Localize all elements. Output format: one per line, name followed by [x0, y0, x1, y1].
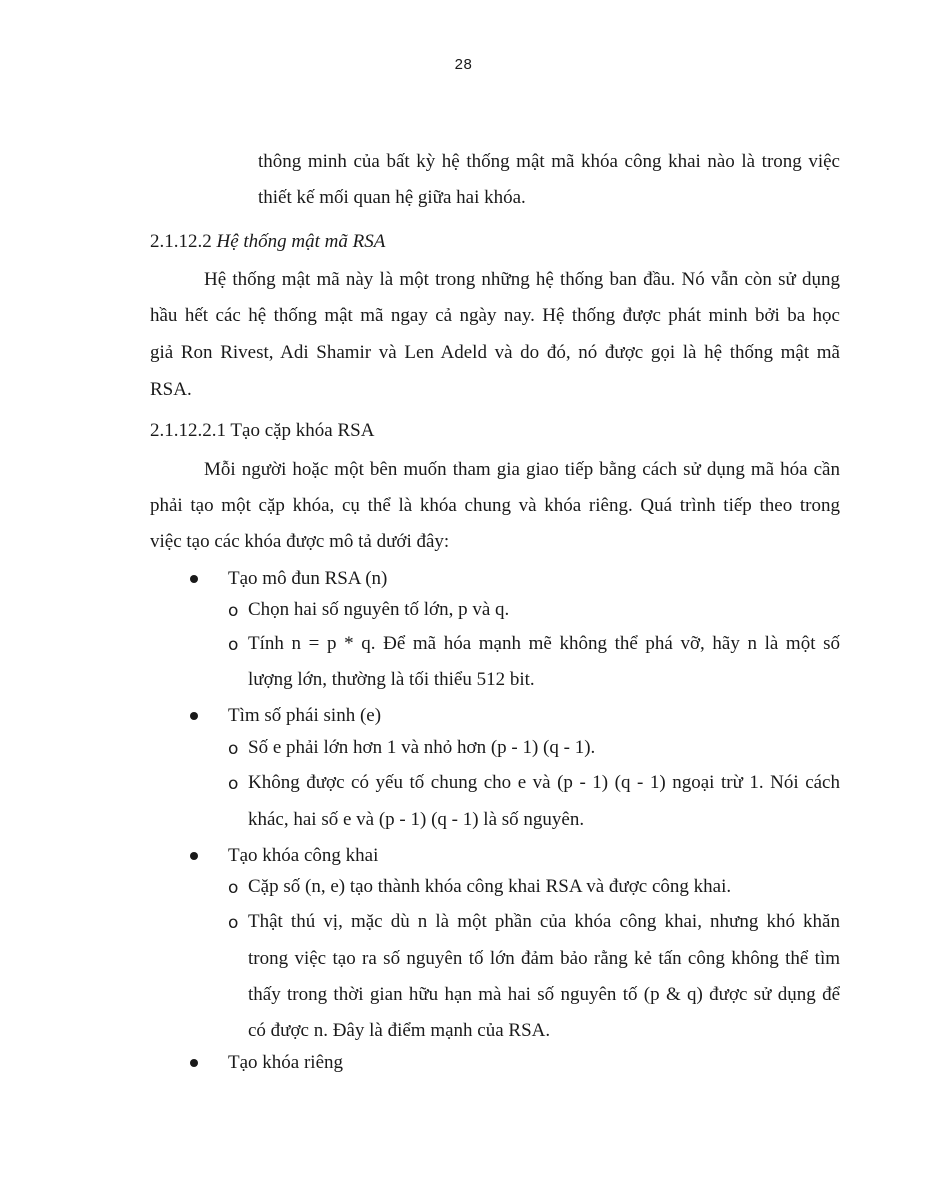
paragraph-line: phải tạo một cặp khóa, cụ thể là khóa chung và khóa riêng. Quá trình tiếp theo trong — [150, 495, 840, 516]
sub-bullet-item-continued: lượng lớn, thường là tối thiểu 512 bit. — [248, 669, 535, 690]
sub-bullet-icon: o — [228, 739, 239, 759]
bullet-item: Tạo mô đun RSA (n) — [228, 568, 388, 589]
sub-bullet-item: Cặp số (n, e) tạo thành khóa công khai RSA và được công khai. — [248, 876, 732, 897]
subsection-heading: 2.1.12.2.1 Tạo cặp khóa RSA — [150, 420, 375, 441]
sub-bullet-item: Số e phải lớn hơn 1 và nhỏ hơn (p - 1) (q - 1). — [248, 737, 596, 758]
bullet-icon — [190, 852, 198, 860]
sub-bullet-icon: o — [228, 878, 239, 898]
bullet-item: Tìm số phái sinh (e) — [228, 705, 382, 726]
paragraph-line: Hệ thống mật mã này là một trong những hệ thống ban đầu. Nó vẫn còn sử dụng — [204, 269, 840, 290]
paragraph-line: Mỗi người hoặc một bên muốn tham gia giao tiếp bằng cách sử dụng mã hóa cần — [204, 459, 840, 480]
sub-bullet-item-continued: có được n. Đây là điểm mạnh của RSA. — [248, 1020, 551, 1041]
paragraph-line: hầu hết các hệ thống mật mã ngay cả ngày nay. Hệ thống được phát minh bởi ba học — [150, 305, 840, 326]
paragraph-line: thông minh của bất kỳ hệ thống mật mã khóa công khai nào là trong việc — [258, 151, 840, 172]
bullet-icon — [190, 1059, 198, 1067]
bullet-icon — [190, 575, 198, 583]
paragraph-line: giả Ron Rivest, Adi Shamir và Len Adeld và do đó, nó được gọi là hệ thống mật mã — [150, 342, 840, 363]
bullet-item: Tạo khóa riêng — [228, 1052, 344, 1073]
sub-bullet-icon: o — [228, 635, 239, 655]
sub-bullet-icon: o — [228, 601, 239, 621]
page-number: 28 — [454, 56, 473, 73]
bullet-item: Tạo khóa công khai — [228, 845, 379, 866]
section-number: 2.1.12.2 — [150, 231, 217, 252]
paragraph-line: việc tạo các khóa được mô tả dưới đây: — [150, 531, 450, 552]
sub-bullet-item: Chọn hai số nguyên tố lớn, p và q. — [248, 599, 510, 620]
sub-bullet-item: Không được có yếu tố chung cho e và (p - 1) (q - 1) ngoại trừ 1. Nói cách — [248, 772, 840, 793]
sub-bullet-item: Tính n = p * q. Để mã hóa mạnh mẽ không thể phá vỡ, hãy n là một số — [248, 633, 840, 654]
sub-bullet-icon: o — [228, 913, 239, 933]
sub-bullet-item-continued: thấy trong thời gian hữu hạn mà hai số nguyên tố (p & q) được sử dụng để — [248, 984, 840, 1005]
bullet-icon — [190, 712, 198, 720]
sub-bullet-item-continued: khác, hai số e và (p - 1) (q - 1) là số nguyên. — [248, 809, 585, 830]
sub-bullet-icon: o — [228, 774, 239, 794]
section-heading — [150, 230, 385, 254]
sub-bullet-item: Thật thú vị, mặc dù n là một phần của khóa công khai, nhưng khó khăn — [248, 911, 840, 932]
section-title: Hệ thống mật mã RSA — [216, 231, 386, 252]
sub-bullet-item-continued: trong việc tạo ra số nguyên tố lớn đảm bảo rằng kẻ tấn công không thể tìm — [248, 948, 840, 969]
paragraph-line: RSA. — [150, 379, 192, 400]
paragraph-line: thiết kế mối quan hệ giữa hai khóa. — [258, 187, 526, 208]
